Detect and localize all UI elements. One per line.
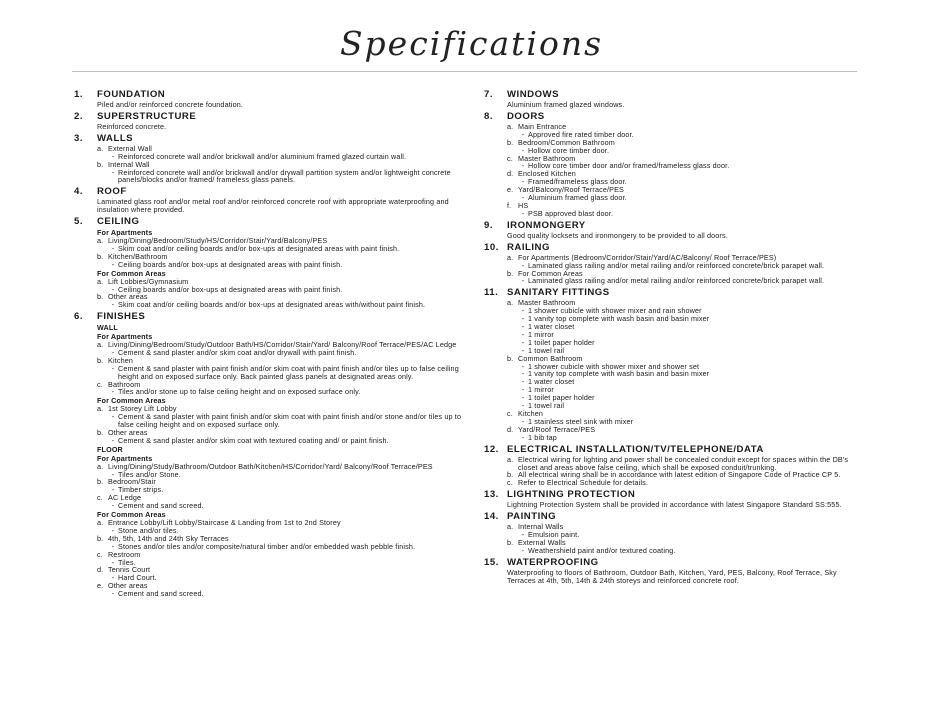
- dash-bullet: -: [111, 435, 115, 445]
- dash-bullet: -: [521, 322, 525, 332]
- item-label: Bathroom: [108, 379, 141, 389]
- item-label: Common Bathroom: [518, 353, 583, 363]
- section-number: 11.: [484, 287, 499, 299]
- item-label: Kitchen: [108, 355, 134, 365]
- section-body: [74, 198, 466, 214]
- sub-item-text: Stones and/or tiles and/or composite/natural timber and/or embedded wash pebble finish.: [118, 541, 416, 551]
- sub-item-text: Tiles and/or stone up to false ceiling height and on exposed surface only.: [118, 387, 361, 397]
- spec-section: [484, 557, 864, 585]
- item-letter: b.: [97, 355, 104, 365]
- item-letter: d.: [97, 565, 104, 575]
- item-letter: a.: [507, 522, 514, 532]
- section-body: [484, 254, 864, 286]
- item-letter: b.: [507, 268, 514, 278]
- item-letter: b.: [507, 137, 514, 147]
- sub-item-text: Stone and/or tiles.: [118, 525, 179, 535]
- spec-section: [484, 220, 864, 240]
- item-label: Enclosed Kitchen: [518, 169, 576, 179]
- item-letter: a.: [507, 454, 514, 464]
- item-label: Tennis Court: [108, 565, 151, 575]
- dash-bullet: -: [521, 329, 525, 339]
- sub-item-text: Laminated glass railing and/or metal railing and/or reinforced concrete/brick parapet wall.: [528, 260, 825, 270]
- section-title: WALLS: [97, 132, 134, 144]
- item-label: Yard/Roof Terrace/PES: [518, 424, 596, 434]
- item-letter: e.: [97, 581, 104, 591]
- sub-item: [97, 502, 466, 510]
- spec-item: [507, 479, 864, 487]
- section-heading: [74, 311, 466, 323]
- sub-item: [507, 210, 864, 218]
- section-heading: [484, 242, 864, 254]
- section-title: WINDOWS: [507, 89, 559, 100]
- item-letter: a.: [507, 252, 514, 262]
- dash-bullet: -: [521, 432, 525, 442]
- item-label: For Common Areas: [518, 268, 583, 278]
- sub-item-text: Approved fire rated timber door.: [528, 129, 634, 139]
- item-label: Other areas: [108, 292, 148, 302]
- section-body: [74, 101, 466, 109]
- item-label: Entrance Lobby/Lift Lobby/Staircase & Landing from 1st to 2nd Storey: [108, 517, 341, 527]
- section-text: Aluminium framed glazed windows.: [507, 100, 625, 109]
- section-heading: [74, 216, 466, 228]
- item-letter: a.: [97, 404, 104, 414]
- item-label: Master Bathroom: [518, 153, 576, 163]
- section-body: [484, 232, 864, 240]
- sub-item-text: 1 vanity top complete with wash basin and basin mixer: [528, 369, 710, 379]
- item-letter: e.: [507, 185, 514, 195]
- item-letter: c.: [507, 409, 513, 418]
- dash-bullet: -: [111, 284, 115, 294]
- item-label: All electrical wiring shall be in accordance with latest edition of Singapore Code of Practice CP 5.: [518, 470, 841, 480]
- spec-section: [74, 311, 466, 598]
- sub-item-text: 1 toilet paper holder: [528, 393, 595, 403]
- section-title: SANITARY FITTINGS: [507, 287, 610, 299]
- sub-item-text: Ceiling boards and/or box-ups at designated areas with paint finish.: [118, 259, 343, 269]
- section-body: [484, 569, 864, 585]
- section-number: 6.: [74, 311, 84, 323]
- dash-bullet: -: [521, 337, 525, 347]
- item-letter: b.: [97, 251, 104, 261]
- dash-bullet: -: [521, 361, 525, 371]
- section-number: 15.: [484, 556, 499, 568]
- dash-bullet: -: [111, 363, 115, 373]
- group-label: For Common Areas: [97, 510, 166, 520]
- section-heading: [484, 444, 864, 456]
- sub-item-text: Laminated glass railing and/or metal railing and/or reinforced concrete/brick parapet wall.: [528, 276, 825, 286]
- sub-item-text: Cement and sand screed.: [118, 501, 204, 511]
- sub-item-text: Cement & sand plaster and/or skim coat with textured coating and/ or paint finish.: [118, 435, 389, 445]
- item-letter: c.: [97, 493, 103, 503]
- section-body: [484, 523, 864, 555]
- dash-bullet: -: [111, 589, 115, 599]
- dash-bullet: -: [111, 412, 115, 422]
- item-letter: d.: [507, 169, 514, 179]
- item-label: External Walls: [518, 537, 566, 547]
- dash-bullet: -: [521, 401, 525, 411]
- item-label: Living/Dining/Bedroom/Study/HS/Corridor/Stair/Yard/Balcony/PES: [108, 236, 328, 246]
- section-number: 8.: [484, 110, 494, 122]
- sub-item-text: Weathershield paint and/or textured coating.: [528, 545, 676, 555]
- item-label: External Wall: [108, 143, 153, 153]
- item-letter: a.: [507, 298, 514, 308]
- spec-section: [484, 242, 864, 286]
- section-title: LIGHTNING PROTECTION: [507, 489, 636, 501]
- sub-item-text: Cement & sand plaster and/or skim coat and/or drywall with paint finish.: [118, 347, 357, 357]
- item-label: Other areas: [108, 428, 148, 437]
- item-letter: b.: [97, 533, 104, 543]
- spec-section: [484, 489, 864, 509]
- item-label: Kitchen/Bathroom: [108, 251, 168, 261]
- sub-item: [97, 349, 466, 357]
- section-title: CEILING: [97, 216, 140, 228]
- dash-bullet: -: [111, 485, 115, 495]
- page-title: Specifications: [339, 24, 604, 63]
- sub-item-text: Cement and sand screed.: [118, 589, 204, 599]
- item-letter: c.: [507, 153, 513, 163]
- sub-item-text: 1 mirror: [528, 329, 554, 339]
- spec-section: [484, 111, 864, 218]
- item-letter: b.: [97, 159, 104, 169]
- section-body: [484, 101, 864, 109]
- dash-bullet: -: [111, 501, 115, 511]
- item-letter: a.: [97, 517, 104, 527]
- section-text: Piled and/or reinforced concrete foundation.: [97, 100, 244, 109]
- section-number: 7.: [484, 89, 494, 100]
- item-label: Other areas: [108, 581, 148, 591]
- dash-bullet: -: [521, 145, 525, 155]
- item-label: HS: [518, 200, 529, 210]
- sub-item: [97, 590, 466, 598]
- sub-item-text: Hollow core timber door and/or framed/frameless glass door.: [528, 161, 730, 171]
- item-label: Master Bathroom: [518, 298, 576, 308]
- spec-item: [507, 426, 864, 434]
- item-label: Internal Wall: [108, 159, 150, 169]
- sub-item-text: Reinforced concrete wall and/or brickwall and/or drywall partition system and/or lightweight concrete panels/blocks and/or framed/ frameless glass panels.: [118, 167, 451, 185]
- sub-item-text: 1 toilet paper holder: [528, 337, 595, 347]
- item-letter: a.: [97, 143, 104, 153]
- sub-item: [97, 486, 466, 494]
- item-letter: b.: [507, 470, 514, 480]
- section-number: 9.: [484, 219, 494, 231]
- section-title: FOUNDATION: [97, 89, 166, 100]
- dash-bullet: -: [111, 151, 115, 161]
- item-letter: c.: [97, 379, 103, 389]
- item-label: Refer to Electrical Schedule for details.: [518, 478, 648, 488]
- dash-bullet: -: [521, 530, 525, 540]
- sub-item-text: PSB approved blast door.: [528, 208, 614, 218]
- item-letter: c.: [97, 549, 103, 559]
- item-label: For Apartments (Bedroom/Corridor/Stair/Yard/AC/Balcony/ Roof Terrace/PES): [518, 252, 777, 262]
- sub-item-text: 1 stainless steel sink with mixer: [528, 416, 634, 426]
- spec-section: [74, 89, 466, 109]
- sub-item: [507, 194, 864, 202]
- dash-bullet: -: [111, 243, 115, 253]
- item-letter: f.: [507, 200, 512, 210]
- sub-item: [507, 402, 864, 410]
- dash-bullet: -: [521, 545, 525, 555]
- section-body: [74, 123, 466, 131]
- item-letter: b.: [507, 537, 514, 547]
- dash-bullet: -: [111, 541, 115, 551]
- sub-item-text: Hard Court.: [118, 573, 157, 583]
- section-title: FINISHES: [97, 311, 146, 323]
- section-text: Lightning Protection System shall be provided in accordance with latest Singapore Standard SS:555.: [507, 500, 842, 510]
- sub-item: [97, 286, 466, 294]
- section-text: Laminated glass roof and/or metal roof and/or reinforced concrete roof with appropriate waterproofing and insulation where provided.: [97, 197, 449, 215]
- sub-item-text: Skim coat and/or ceiling boards and/or box-ups at designated areas with/without paint finish.: [118, 300, 426, 310]
- dash-bullet: -: [521, 393, 525, 403]
- dash-bullet: -: [111, 167, 115, 177]
- sub-item-text: 1 towel rail: [528, 345, 565, 355]
- sub-item-text: Skim coat and/or ceiling boards and/or box-ups at designated areas with paint finish.: [118, 243, 400, 253]
- dash-bullet: -: [521, 161, 525, 171]
- sub-item: [507, 434, 864, 442]
- item-label: Bedroom/Common Bathroom: [518, 137, 615, 147]
- dash-bullet: -: [111, 347, 115, 357]
- sub-item-text: 1 mirror: [528, 385, 554, 395]
- sub-item: [507, 323, 864, 331]
- item-letter: c.: [507, 478, 513, 488]
- sub-item: [507, 277, 864, 285]
- spec-section: [74, 111, 466, 131]
- section-body: [74, 229, 466, 309]
- item-letter: a.: [97, 340, 104, 350]
- section-title: RAILING: [507, 241, 550, 253]
- dash-bullet: -: [521, 385, 525, 395]
- dash-bullet: -: [521, 416, 525, 426]
- sub-item: [97, 437, 466, 445]
- sub-item-text: 1 bib tap: [528, 432, 557, 442]
- dash-bullet: -: [521, 208, 525, 218]
- dash-bullet: -: [521, 306, 525, 316]
- group-label: For Apartments: [97, 332, 153, 342]
- sub-item-text: Emulsion paint.: [528, 530, 580, 540]
- dash-bullet: -: [521, 193, 525, 203]
- group-label: For Common Areas: [97, 396, 166, 406]
- section-body: [484, 299, 864, 441]
- item-letter: b.: [97, 477, 104, 487]
- sub-item-text: 1 towel rail: [528, 401, 565, 411]
- section-text: Waterproofing to floors of Bathroom, Outdoor Bath, Kitchen, Yard, PES, Balcony, Roof Terrace, Sky Terraces at 4th, 5th, 14th & 24th storeys and reinforced concrete roof.: [507, 567, 837, 585]
- spec-section: [484, 287, 864, 441]
- dash-bullet: -: [111, 469, 115, 479]
- group-label: For Common Areas: [97, 268, 166, 278]
- sub-item-text: Hollow core timber door.: [528, 145, 610, 155]
- sub-item: [97, 559, 466, 567]
- sub-item-text: Cement & sand plaster with paint finish and/or skim coat with paint finish and/or stone and/or tiles up to false ceiling height and on exposed surface only.: [118, 412, 462, 430]
- item-letter: b.: [97, 428, 104, 437]
- item-letter: a.: [97, 276, 104, 286]
- section-number: 12.: [484, 443, 499, 455]
- item-label: AC Ledge: [108, 493, 142, 503]
- item-label: Internal Walls: [518, 522, 564, 532]
- spec-section: [484, 511, 864, 555]
- dash-bullet: -: [521, 129, 525, 139]
- sub-item-text: Tiles and/or Stone.: [118, 469, 181, 479]
- dash-bullet: -: [111, 259, 115, 269]
- item-label: 1st Storey Lift Lobby: [108, 404, 177, 414]
- sub-item-text: Framed/frameless glass door.: [528, 177, 627, 187]
- section-title: SUPERSTRUCTURE: [97, 110, 197, 122]
- spec-section: [484, 444, 864, 488]
- dash-bullet: -: [111, 525, 115, 535]
- dash-bullet: -: [521, 345, 525, 355]
- sub-item-text: Cement & sand plaster with paint finish and/or skim coat with paint finish and/or tiles up to false ceiling height and on exposed surface only. Back painted glass panels at designated areas only.: [118, 363, 459, 381]
- group-label: FLOOR: [97, 444, 123, 454]
- item-label: Restroom: [108, 549, 141, 559]
- spec-section: [484, 89, 864, 109]
- title-divider: [72, 71, 857, 72]
- item-letter: a.: [507, 121, 514, 131]
- sub-item-text: Aluminium framed glass door.: [528, 193, 627, 203]
- section-number: 4.: [74, 186, 84, 198]
- section-body: [74, 324, 466, 598]
- item-label: 4th, 5th, 14th and 24th Sky Terraces: [108, 533, 229, 543]
- section-text: Reinforced concrete.: [97, 121, 167, 131]
- sub-item: [97, 261, 466, 269]
- item-label: Living/Dining/Study/Bathroom/Outdoor Bath/Kitchen/HS/Corridor/Yard/ Balcony/Roof Terrace/PES: [108, 461, 433, 471]
- item-label: Main Entrance: [518, 121, 567, 131]
- sub-item-text: Tiles.: [118, 557, 136, 567]
- sub-item-text: 1 water closet: [528, 322, 575, 332]
- sub-item-text: 1 vanity top complete with wash basin and basin mixer: [528, 314, 710, 324]
- spec-section: [74, 133, 466, 185]
- dash-bullet: -: [111, 573, 115, 583]
- dash-bullet: -: [111, 300, 115, 310]
- sub-item: [97, 301, 466, 309]
- section-number: 2.: [74, 110, 84, 122]
- section-title: DOORS: [507, 110, 545, 122]
- dash-bullet: -: [521, 369, 525, 379]
- section-body: [484, 501, 864, 509]
- spec-item: [97, 551, 466, 559]
- group-label: WALL: [97, 323, 118, 333]
- section-number: 5.: [74, 216, 84, 228]
- section-number: 3.: [74, 132, 84, 144]
- spec-section: [74, 216, 466, 309]
- section-number: 1.: [74, 89, 84, 100]
- sub-item-text: Ceiling boards and/or box-ups at designated areas with paint finish.: [118, 284, 343, 294]
- sub-item: [97, 169, 466, 185]
- section-title: IRONMONGERY: [507, 219, 586, 231]
- sub-item-text: Reinforced concrete wall and/or brickwall and/or aluminium framed glazed curtain wall.: [118, 151, 407, 161]
- sub-item-text: Timber strips.: [118, 485, 164, 495]
- sub-item: [507, 547, 864, 555]
- item-label: Bedroom/Stair: [108, 477, 156, 487]
- item-label: Lift Lobbies/Gymnasium: [108, 276, 189, 286]
- item-letter: d.: [507, 424, 514, 434]
- sub-item: [97, 543, 466, 551]
- section-body: [484, 123, 864, 218]
- sub-item: [97, 413, 466, 429]
- item-label: Living/Dining/Bedroom/Study/Outdoor Bath/HS/Corridor/Stair/Yard/ Balcony/Roof Terrace/PES/AC Ledge: [108, 340, 457, 350]
- section-number: 13.: [484, 489, 499, 501]
- section-number: 10.: [484, 241, 499, 253]
- section-heading: [484, 557, 864, 569]
- sub-item: [97, 153, 466, 161]
- spec-item: [507, 456, 864, 472]
- dash-bullet: -: [521, 314, 525, 324]
- item-label: Kitchen: [518, 409, 544, 418]
- section-body: [484, 456, 864, 488]
- item-letter: b.: [97, 292, 104, 302]
- dash-bullet: -: [521, 260, 525, 270]
- dash-bullet: -: [521, 276, 525, 286]
- section-title: WATERPROOFING: [507, 556, 599, 568]
- group-label: For Apartments: [97, 453, 153, 463]
- item-letter: a.: [97, 236, 104, 246]
- section-number: 14.: [484, 511, 499, 523]
- sub-item-text: 1 water closet: [528, 377, 575, 387]
- spec-section: [74, 186, 466, 214]
- dash-bullet: -: [111, 557, 115, 567]
- left-column: [74, 89, 466, 600]
- sub-item-text: 1 shower cubicle with shower mixer and rain shower: [528, 306, 702, 316]
- dash-bullet: -: [521, 177, 525, 187]
- section-title: ROOF: [97, 186, 127, 198]
- item-letter: b.: [507, 353, 514, 363]
- section-body: [74, 145, 466, 185]
- section-title: PAINTING: [507, 511, 557, 523]
- section-title: ELECTRICAL INSTALLATION/TV/TELEPHONE/DATA: [507, 443, 764, 455]
- sub-item-text: 1 shower cubicle with shower mixer and shower set: [528, 361, 700, 371]
- section-text: Good quality locksets and ironmongery to be provided to all doors.: [507, 230, 728, 240]
- dash-bullet: -: [111, 387, 115, 397]
- group-label: For Apartments: [97, 228, 153, 238]
- item-letter: a.: [97, 461, 104, 471]
- section-heading: [74, 133, 466, 145]
- section-heading: [484, 220, 864, 232]
- item-label: Yard/Balcony/Roof Terrace/PES: [518, 185, 624, 195]
- sub-item: [97, 365, 466, 381]
- sub-item: [507, 378, 864, 386]
- sub-item: [97, 574, 466, 582]
- sub-item: [97, 388, 466, 396]
- right-column: [484, 89, 864, 587]
- dash-bullet: -: [521, 377, 525, 387]
- item-label: Electrical wiring for lighting and power shall be concealed conduit except for spaces within the DB's closet and areas above false ceiling, which shall be exposed conduit/trunking.: [518, 454, 849, 472]
